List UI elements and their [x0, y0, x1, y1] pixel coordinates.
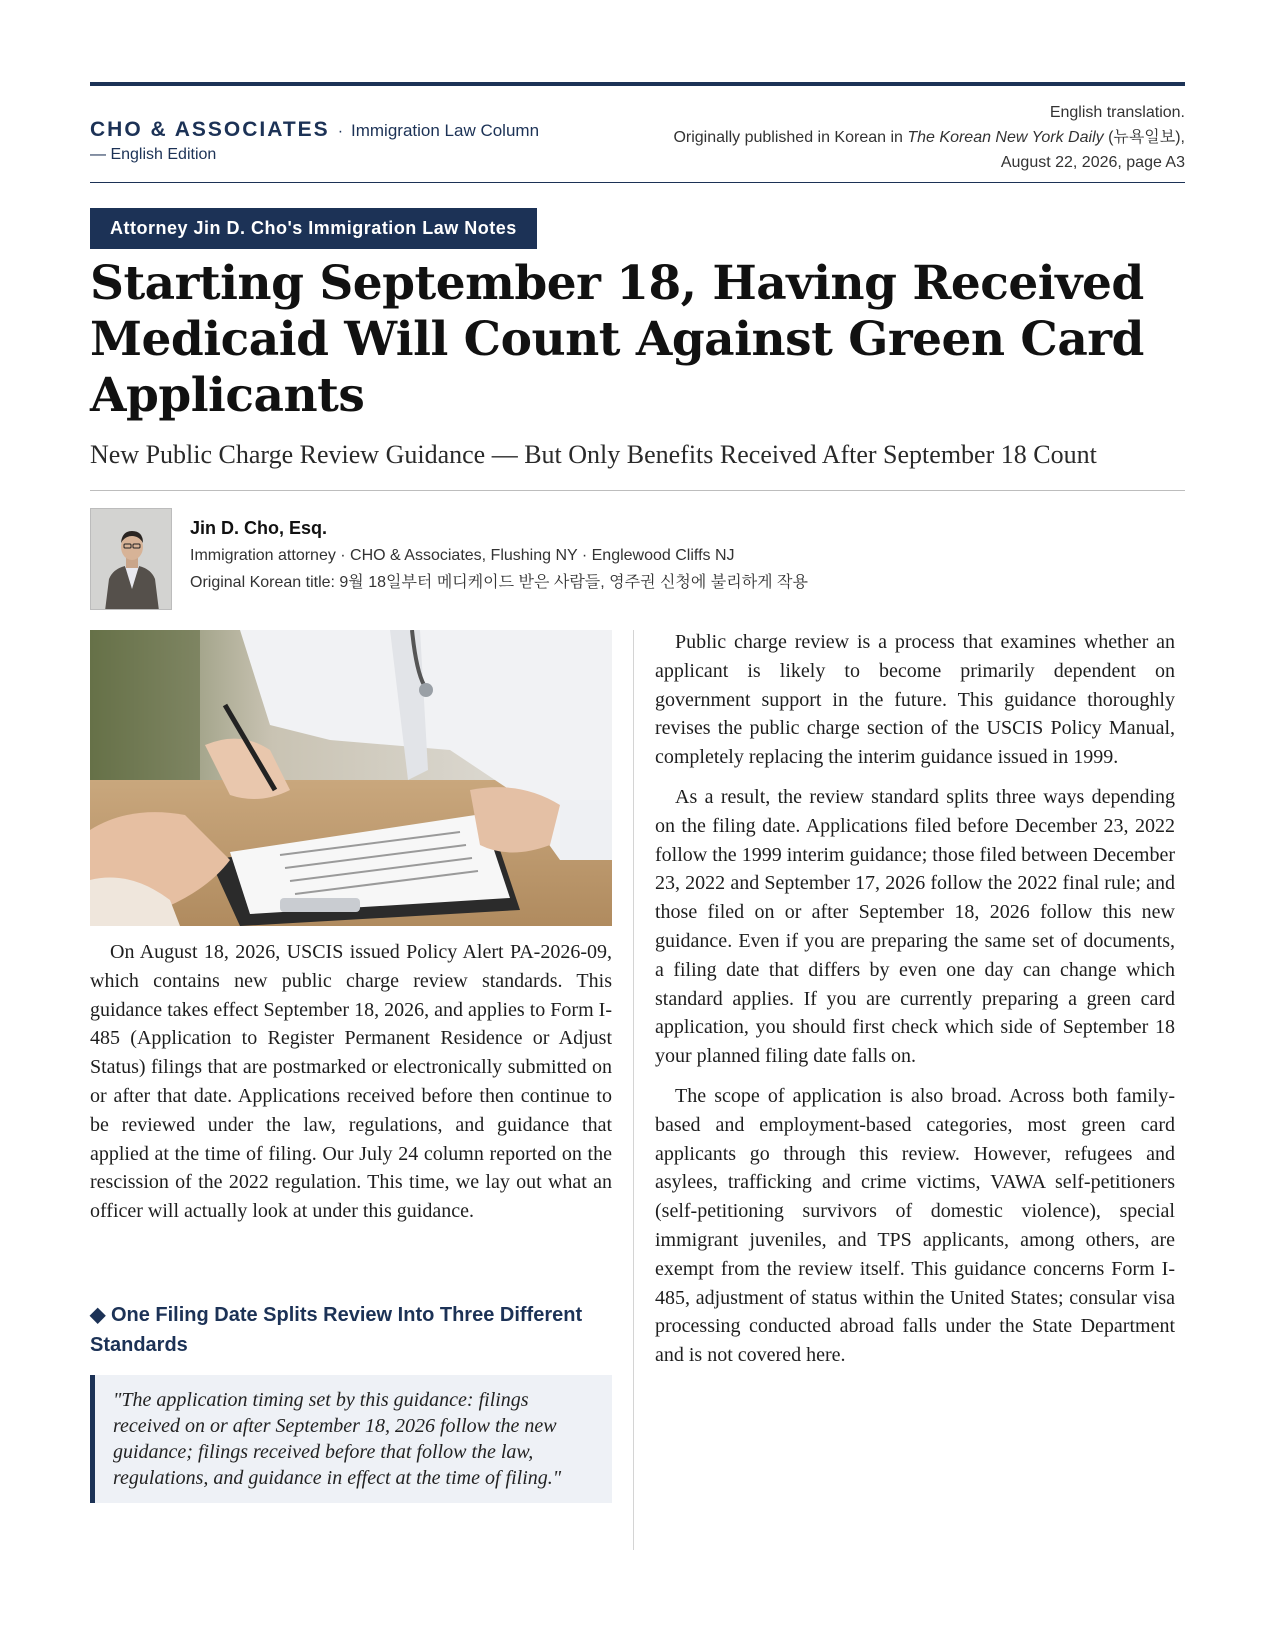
- masthead: [90, 100, 1185, 182]
- deck-rule: [90, 490, 1185, 491]
- author-silhouette-icon: [91, 509, 172, 610]
- deck-subtitle: New Public Charge Review Guidance — But Only Benefits Received After September 18 Count: [90, 440, 1097, 469]
- body-paragraph: The scope of application is also broad. Across both family-based and employment-based categories, most green card applicants go through this review. However, refugees and asylees, trafficking and crime victims, VAWA self-petitioners (self-petitioning survivors of domestic violence), special immigrant juveniles, and TPS applicants, among others, are exempt from the review itself. This guidance concerns Form I-485, adjustment of status within the United States; consular visa processing conducted abroad falls under the State Department and is not covered here.: [655, 1084, 1175, 1367]
- pull-quote: "The application timing set by this guidance: filings received on or after September 18, 2026 follow the new guidance; filings received before that follow the law, regulations, and guidance in effect at the time of filing.": [90, 1375, 612, 1503]
- edition-label: — English Edition: [90, 146, 217, 163]
- headline: Starting September 18, Having Received Medicaid Will Count Against Green Card Applicants: [90, 256, 1144, 423]
- section-subhead: ◆ One Filing Date Splits Review Into Three Different Standards: [90, 1304, 583, 1356]
- doctor-signing-form-illustration: [90, 630, 612, 926]
- original-publication: [585, 125, 1185, 150]
- newspaper-name: The Korean New York Daily: [907, 129, 1104, 146]
- original-publication-prefix: Originally published in Korean in: [673, 129, 908, 146]
- masthead-rule: [90, 182, 1185, 183]
- author-name: Jin D. Cho, Esq.: [190, 518, 328, 538]
- right-column: [655, 628, 1175, 1381]
- column-divider: [633, 630, 634, 1550]
- firm-name: CHO & ASSOCIATES: [90, 118, 330, 141]
- column-name: Immigration Law Column: [351, 121, 540, 140]
- intro-paragraph: On August 18, 2026, USCIS issued Policy Alert PA-2026-09, which contains new public charge review standards. This guidance takes effect September 18, 2026, and applies to Form I-485 (Application to Register Permanent Residence or Adjust Status) filings that are postmarked or electronically submitted on or after that date. Applications received before then continue to be reviewed under the law, regulations, and guidance that applied at the time of filing. Our July 24 column reported on the rescission of the 2022 regulation. This time, we lay out what an officer will actually look at under this guidance.: [90, 941, 612, 1223]
- byline-text: [190, 518, 808, 592]
- newspaper-korean-name: (뉴욕일보),: [1103, 129, 1185, 146]
- article-photo: [90, 630, 612, 926]
- translation-note: English translation.: [1049, 104, 1185, 121]
- author-photo: [90, 508, 172, 610]
- masthead-separator: ·: [337, 123, 344, 140]
- original-korean-title: Original Korean title: 9월 18일부터 메디케이드 받은 사람들, 영주권 신청에 불리하게 작용: [190, 574, 808, 591]
- byline: [90, 508, 1185, 613]
- masthead-brand: [90, 118, 560, 164]
- top-rule: [90, 82, 1185, 86]
- body-paragraph: As a result, the review standard splits three ways depending on the filing date. Applications filed before December 23, 2022 follow the 1999 interim guidance; those filed between December 23, 2022 and September 17, 2026 follow the 2022 final rule; and those filed on or after September 18, 2026 follow this new guidance. Even if you are preparing the same set of documents, a filing date that differs by even one day can change which standard applies. If you are currently preparing a green card application, you should first check which side of September 18 your planned filing date falls on.: [655, 785, 1175, 1068]
- publication-date: August 22, 2026, page A3: [1000, 154, 1185, 171]
- column-kicker: Attorney Jin D. Cho's Immigration Law Notes: [90, 208, 537, 249]
- body-paragraph: Public charge review is a process that examines whether an applicant is likely to become primarily dependent on government support in the future. This guidance thoroughly revises the public charge section of the USCIS Policy Manual, completely replacing the interim guidance issued in 1999.: [655, 631, 1175, 769]
- left-column: [90, 938, 612, 1226]
- publication-note: [585, 100, 1185, 175]
- author-role: Immigration attorney · CHO & Associates, Flushing NY · Englewood Cliffs NJ: [190, 547, 735, 564]
